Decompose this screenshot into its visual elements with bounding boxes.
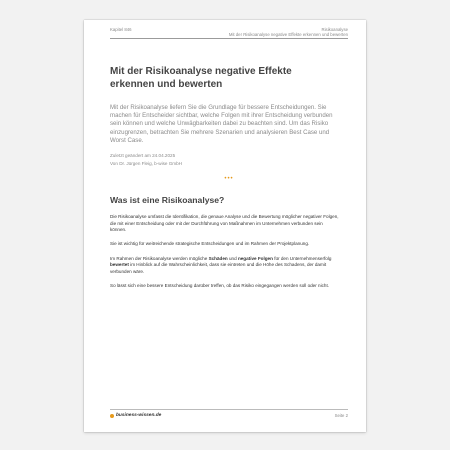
header-divider — [110, 38, 348, 39]
paragraph-3-part-e: im Hinblick auf die Wahrscheinlichkeit, dass sie eintreten und die Höhe des Schadens, der damit verbunden wäre. — [110, 262, 327, 274]
bold-schaeden: Schäden — [208, 255, 228, 261]
section-heading: Was ist eine Risikoanalyse? — [110, 195, 225, 206]
document-page — [84, 20, 366, 432]
page-footer — [110, 413, 348, 418]
paragraph-3-part-d: für den Unternehmenserfolg — [272, 255, 332, 261]
paragraph-3 — [110, 256, 340, 275]
article-title: Mit der Risikoanalyse negative Effekte erkennen und bewerten — [110, 66, 292, 90]
last-changed: Zuletzt geändert am 24.04.2025 — [110, 153, 176, 159]
page-number: Seite 2 — [334, 413, 348, 418]
paragraph-2: Sie ist wichtig für weitreichende strategische Entscheidungen und im Rahmen der Projektplanung. — [110, 241, 310, 247]
brand-name: business-wissen.de — [116, 413, 162, 418]
intro-text: Mit der Risikoanalyse liefern Sie die Grundlage für bessere Entscheidungen. Sie machen für Entscheider sichtbar, welche Folgen mit ihrer Entscheidung verbunden sein können und welche Unwägbarkeiten dabei zu beachten sind. Um das Risiko einzugrenzen, betrachten Sie mehrere Szenarien und analysieren Best Case und Worst Case. — [110, 104, 333, 144]
section-separator: ••• — [224, 176, 234, 183]
paragraph-3-part-c: und — [227, 255, 238, 261]
brand-logo-icon — [110, 414, 114, 418]
chapter-label: Kapitel 846 — [110, 27, 132, 32]
paragraph-1: Die Risikoanalyse umfasst die Identifikation, die genaue Analyse und die Bewertung möglicher negativer Folgen, die mit einer Entscheidung oder mit der Durchführung von Maßnahmen im Unternehmen verbunden sein können. — [110, 214, 339, 233]
section-label: Risikoanalyse — [321, 27, 348, 32]
paragraph-3-part-a: Im Rahmen der Risikoanalyse werden mögliche — [110, 255, 209, 261]
footer-divider — [110, 409, 348, 410]
header-subtitle: Mit der Risikoanalyse negative Effekte erkennen und bewerten — [228, 32, 348, 37]
footer-brand — [110, 413, 161, 418]
bold-negative-folgen: negative Folgen — [237, 255, 273, 261]
paragraph-4: So lässt sich eine bessere Entscheidung darüber treffen, ob das Risiko eingegangen werden soll oder nicht. — [110, 283, 330, 289]
article-meta — [110, 152, 348, 167]
author-line: Von Dr. Jürgen Fleig, b-wise GmbH — [110, 160, 182, 166]
bold-bewertet: bewertet — [110, 262, 129, 268]
